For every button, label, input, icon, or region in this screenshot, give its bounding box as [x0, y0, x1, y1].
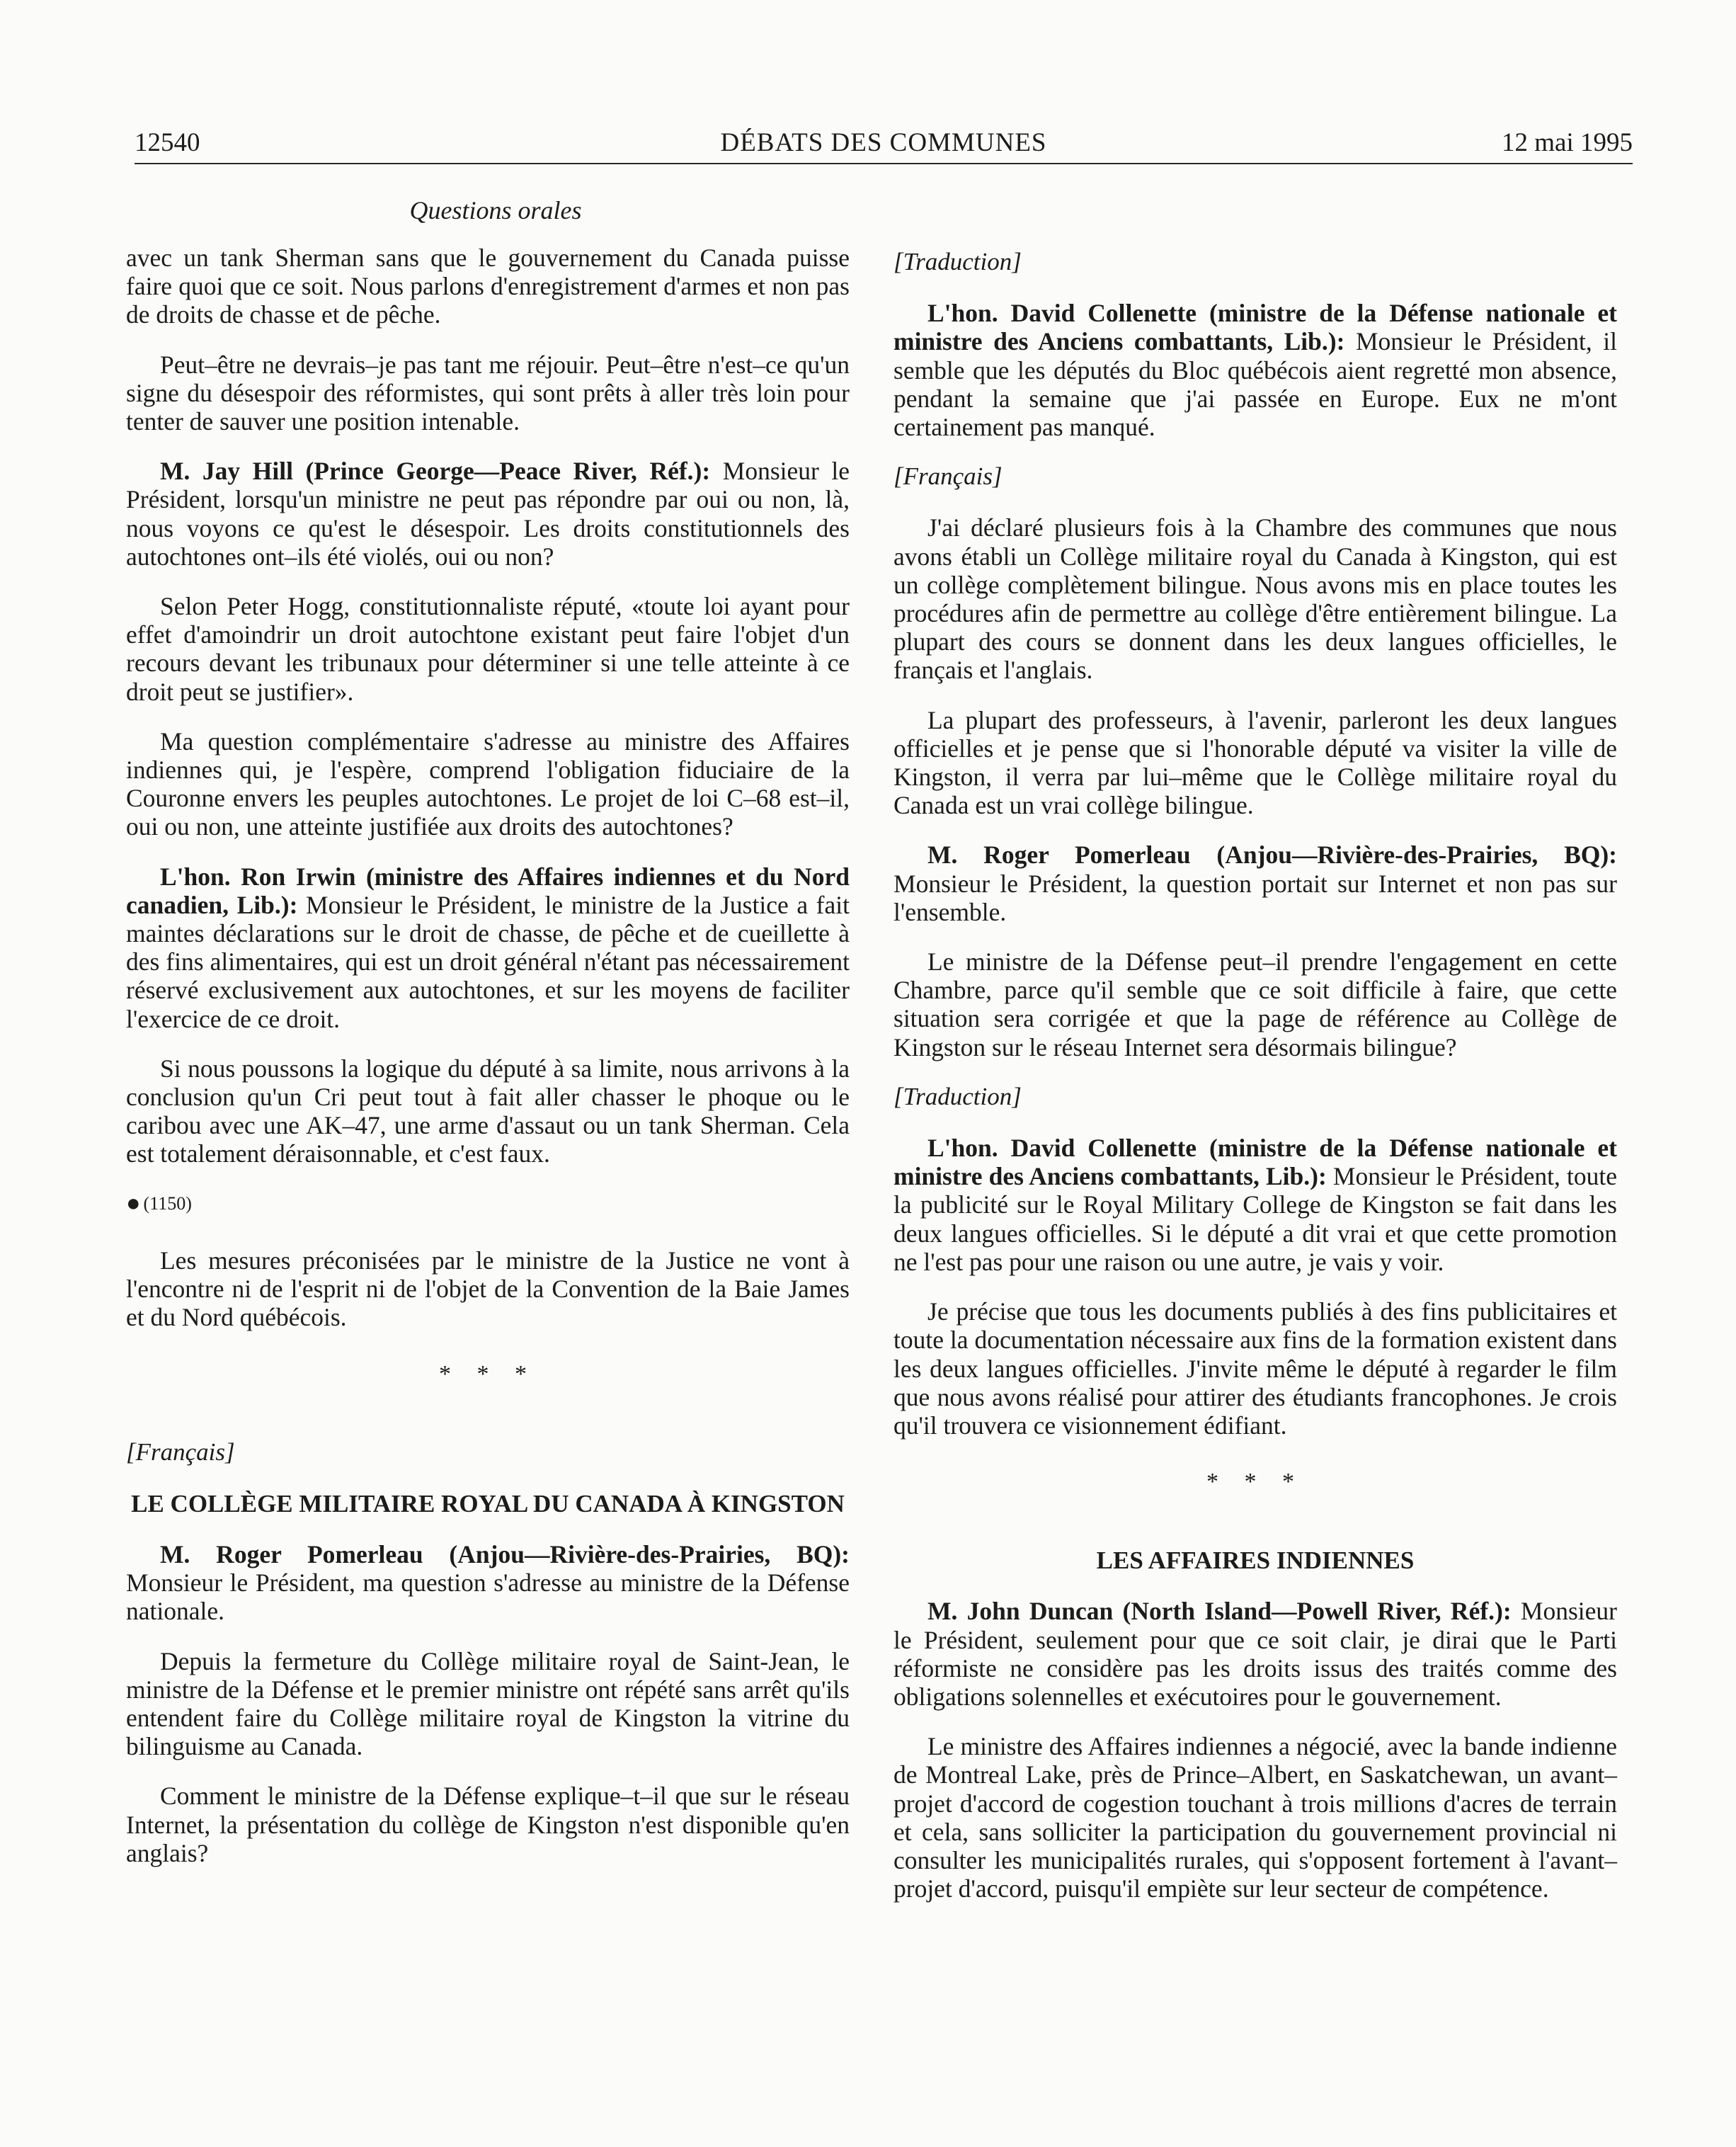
speech-text: Monsieur le Président, il semble que les députés du Bloc québécois aient regretté mon absence, pendant la semaine que j'ai passée en Europe. Eux ne m'ont certainement pas manqué.: [893, 327, 1617, 442]
section-separator: * * *: [1206, 1469, 1304, 1496]
speech-text: Monsieur le Président, lorsqu'un ministre ne peut pas répondre par oui ou non, là, nous voyons ce qu'est le désespoir. Les droits constitutionnels des autochtones ont–ils été violés, oui ou non?: [126, 457, 850, 571]
section-label: Questions orales: [409, 196, 582, 224]
page-date: 12 mai 1995: [1502, 128, 1633, 157]
speech-paragraph: [893, 1597, 1617, 1711]
page-number: 12540: [135, 128, 200, 157]
speech-paragraph: [126, 1540, 850, 1626]
speech-text: Monsieur le Président, le ministre de la Justice a fait maintes déclarations sur le droit de chasse, de pêche et de cueillette à des fins alimentaires, qui est un droit général n'étant pas nécessairement réservé exclusivement aux autochtones, et sur les moyens de faciliter l'exercice de ce droit.: [126, 890, 850, 1033]
paragraph: Si nous poussons la logique du député à sa limite, nous arrivons à la conclusion qu'un Cri peut tout à fait aller chasser le phoque ou le caribou avec une AK–47, une arme d'assaut ou un tank Sherman. Cela est totalement déraisonnable, et c'est faux.: [126, 1054, 850, 1168]
speech-paragraph: [126, 862, 850, 1033]
section-heading: LES AFFAIRES INDIENNES: [1096, 1547, 1415, 1575]
paragraph: Le ministre de la Défense peut–il prendre l'engagement en cette Chambre, parce qu'il semble que ce soit difficile à faire, que cette situation sera corrigée et que la page de référence au Collège de Kingston sur le réseau Internet sera désormais bilingue?: [893, 947, 1617, 1061]
bullet-icon: ●: [126, 1190, 141, 1217]
speech-text: Monsieur le Président, toute la publicité sur le Royal Military College de Kingston se fait dans les deux langues officielles. Si le député a dit vrai et que cette promotion ne l'est pas pour une raison ou une autre, je vais y voir.: [893, 1162, 1618, 1276]
speech-paragraph: [893, 1134, 1617, 1276]
paragraph: avec un tank Sherman sans que le gouvernement du Canada puisse faire quoi que ce soit. Nous parlons d'enregistrement d'armes et non pas de droits de chasse et de pêche.: [126, 244, 850, 329]
paragraph: Je précise que tous les documents publiés à des fins publicitaires et toute la documentation nécessaire aux fins de la formation existent dans les deux langues officielles. J'invite même le député à regarder le film que nous avons réalisé pour attirer des étudiants francophones. Je crois qu'il trouvera ce visionnement édifiant.: [893, 1297, 1617, 1440]
language-tag: [Français]: [126, 1437, 235, 1466]
speaker-name: M. Roger Pomerleau (Anjou—Rivière-des-Prairies, BQ):: [927, 841, 1617, 870]
paragraph: J'ai déclaré plusieurs fois à la Chambre des communes que nous avons établi un Collège militaire royal du Canada à Kingston, qui est un collège complètement bilingue. Nous avons mis en place toutes les procédures afin de permettre au collège d'être entièrement bilingue. La plupart des cours se donnent dans les deux langues officielles, le français et l'anglais.: [893, 513, 1617, 685]
language-tag: [Traduction]: [893, 248, 1022, 275]
publication-title: DÉBATS DES COMMUNES: [720, 128, 1047, 157]
paragraph: Peut–être ne devrais–je pas tant me réjouir. Peut–être n'est–ce qu'un signe du désespoir des réformistes, qui sont prêts à aller très loin pour tenter de sauver une position intenable.: [126, 350, 850, 436]
timestamp: [126, 1190, 850, 1218]
speaker-name: M. Jay Hill (Prince George—Peace River, Réf.):: [160, 457, 711, 486]
paragraph: La plupart des professeurs, à l'avenir, parleront les deux langues officielles et je pense que si l'honorable député va visiter la ville de Kingston, il verra par lui–même que le Collège militaire royal du Canada est un vrai collège bilingue.: [893, 705, 1617, 820]
speaker-name: M. Roger Pomerleau (Anjou—Rivière-des-Prairies, BQ):: [160, 1539, 850, 1568]
right-column: [893, 248, 1617, 1924]
speech-paragraph: [126, 457, 850, 571]
section-separator: * * *: [439, 1360, 537, 1387]
language-tag: [Traduction]: [893, 1082, 1022, 1110]
paragraph: Depuis la fermeture du Collège militaire royal de Saint-Jean, le ministre de la Défense et le premier ministre ont répété sans arrêt qu'ils entendent faire du Collège militaire royal de Kingston la vitrine du bilinguisme au Canada.: [126, 1646, 850, 1761]
speech-text: Monsieur le Président, ma question s'adresse au ministre de la Défense nationale.: [126, 1568, 850, 1626]
speaker-name: M. John Duncan (North Island—Powell River, Réf.):: [927, 1597, 1512, 1626]
speech-text: Monsieur le Président, seulement pour que ce soit clair, je dirai que le Parti réformiste ne considère pas les droits issus des traités comme des obligations solennelles et exécutoires pour le gouvernement.: [893, 1597, 1617, 1711]
left-column: [126, 244, 850, 1889]
language-tag: [Français]: [893, 462, 1003, 491]
paragraph: Selon Peter Hogg, constitutionnaliste réputé, «toute loi ayant pour effet d'amoindrir un droit autochtone existant peut faire l'objet d'un recours devant les tribunaux pour déterminer si une telle atteinte à ce droit peut se justifier».: [126, 592, 850, 706]
page-header: [135, 119, 1633, 164]
paragraph: Comment le ministre de la Défense explique–t–il que sur le réseau Internet, la présentation du collège de Kingston n'est disponible qu'en anglais?: [126, 1782, 850, 1867]
speaker-name: L'hon. David Collenette (ministre de la Défense nationale et ministre des Anciens combattants, Lib.):: [893, 1134, 1617, 1191]
speech-paragraph: [893, 841, 1617, 926]
timestamp-text: (1150): [143, 1192, 192, 1214]
paragraph: Les mesures préconisées par le ministre de la Justice ne vont à l'encontre ni de l'esprit ni de l'objet de la Convention de la Baie James et du Nord québécois.: [126, 1246, 850, 1332]
speech-text: Monsieur le Président, la question portait sur Internet et non pas sur l'ensemble.: [893, 869, 1617, 926]
speech-paragraph: [893, 299, 1617, 441]
section-heading: LE COLLÈGE MILITAIRE ROYAL DU CANADA À KINGSTON: [131, 1489, 845, 1517]
paragraph: Le ministre des Affaires indiennes a négocié, avec la bande indienne de Montreal Lake, près de Prince–Albert, en Saskatchewan, un avant–projet d'accord de cogestion touchant à trois millions d'acres de terrain et cela, sans solliciter la participation du gouvernement provincial ni consulter les municipalités rurales, qui s'opposent fortement à l'avant–projet d'accord, puisqu'il empiète sur leur secteur de compétence.: [893, 1732, 1617, 1903]
speaker-name: L'hon. David Collenette (ministre de la Défense nationale et ministre des Anciens combattants, Lib.):: [893, 299, 1617, 356]
speaker-name: L'hon. Ron Irwin (ministre des Affaires indiennes et du Nord canadien, Lib.):: [126, 862, 850, 919]
paragraph: Ma question complémentaire s'adresse au ministre des Affaires indiennes qui, je l'espère, comprend l'obligation fiduciaire de la Couronne envers les peuples autochtones. Le projet de loi C–68 est–il, oui ou non, une atteinte justifiée aux droits des autochtones?: [126, 727, 850, 841]
